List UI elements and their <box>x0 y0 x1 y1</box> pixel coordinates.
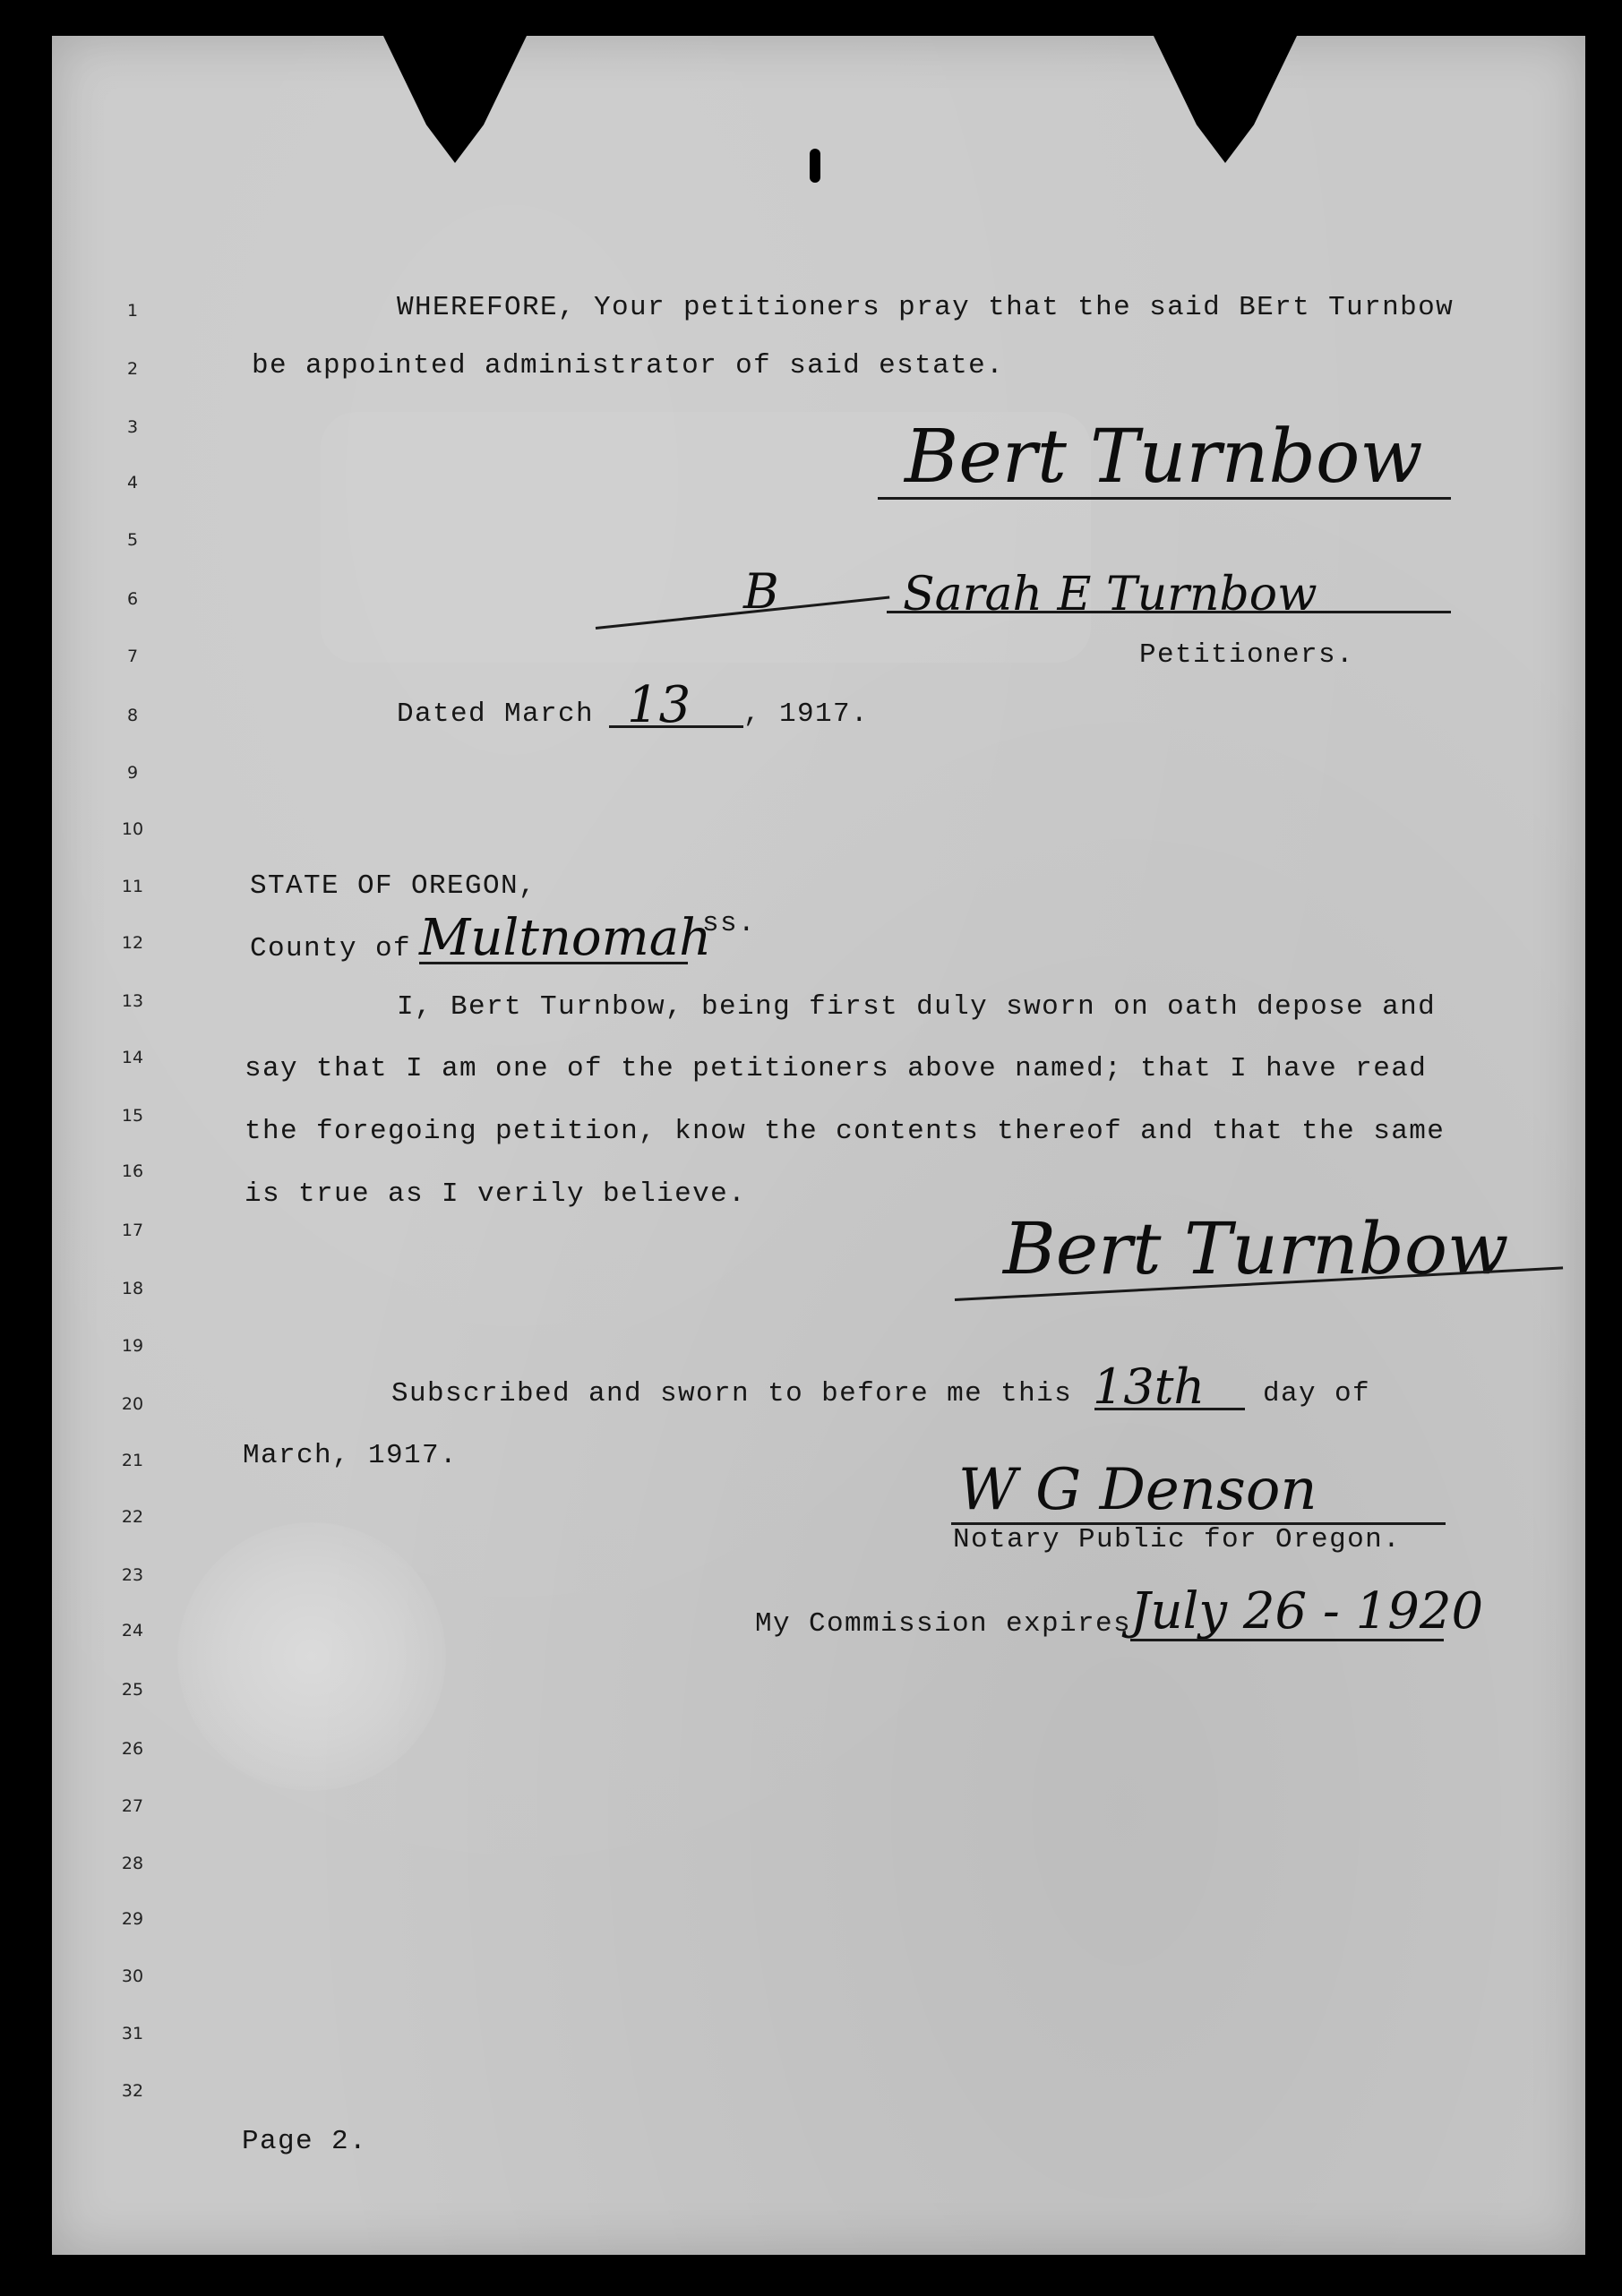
prayer-line-2: be appointed administrator of said estate. <box>252 350 1005 381</box>
line-number: 9 <box>126 763 139 783</box>
venue-county: Multnomah <box>419 909 712 967</box>
jurat-suffix: day of <box>1263 1378 1371 1409</box>
signature-line <box>878 497 1451 500</box>
line-number: 20 <box>121 1394 144 1414</box>
jurat-month-year: March, 1917. <box>243 1440 459 1471</box>
line-number: 10 <box>121 819 144 839</box>
notary-title: Notary Public for Oregon. <box>953 1524 1402 1555</box>
venue-ss: ss. <box>702 908 757 939</box>
notary-signature: W G Denson <box>958 1457 1317 1523</box>
line-number: 26 <box>121 1739 144 1759</box>
line-number: 17 <box>121 1221 144 1240</box>
line-number: 7 <box>126 647 139 666</box>
line-number: 30 <box>121 1966 144 1986</box>
oath-line-16: is true as I verily believe. <box>245 1178 747 1210</box>
line-number: 1 <box>126 301 139 321</box>
punch-mark <box>810 149 820 183</box>
dated-day: 13 <box>627 676 691 734</box>
line-number: 21 <box>121 1451 144 1470</box>
line-number: 18 <box>121 1279 144 1298</box>
signature-sarah-turnbow: Sarah E Turnbow <box>903 568 1317 621</box>
oath-line-13: I, Bert Turnbow, being first duly sworn on oath depose and <box>397 991 1437 1023</box>
binding-notch <box>1154 36 1297 163</box>
line-number: 31 <box>121 2024 144 2043</box>
dated-suffix: , 1917. <box>743 698 870 730</box>
line-number: 25 <box>121 1680 144 1700</box>
jurat-prefix: Subscribed and sworn to before me this <box>391 1378 1073 1409</box>
line-number: 19 <box>121 1336 144 1356</box>
commission-label: My Commission expires <box>755 1608 1132 1640</box>
date-blank-line <box>609 725 743 728</box>
petitioners-label: Petitioners. <box>1139 639 1355 671</box>
oath-line-15: the foregoing petition, know the contents thereof and that the same <box>245 1116 1446 1147</box>
line-number: 12 <box>121 933 144 953</box>
line-number: 3 <box>126 417 139 437</box>
venue-state: STATE OF OREGON, <box>250 870 537 902</box>
line-number: 4 <box>126 473 139 493</box>
line-number: 16 <box>121 1161 144 1181</box>
prayer-line-1: WHEREFORE, Your petitioners pray that the said BErt Turnbow <box>397 292 1455 323</box>
commission-date: July 26 - 1920 <box>1130 1582 1484 1641</box>
line-number: 8 <box>126 706 139 725</box>
line-number: 11 <box>121 877 144 896</box>
line-number: 28 <box>121 1854 144 1873</box>
signature-line <box>887 611 1451 613</box>
page-number: Page 2. <box>242 2126 368 2157</box>
jurat-day: 13th <box>1093 1358 1206 1415</box>
line-number: 15 <box>121 1106 144 1126</box>
notary-seal <box>177 1522 446 1791</box>
line-number: 2 <box>126 359 139 379</box>
line-number: 14 <box>121 1048 144 1067</box>
mark-initial: B <box>743 563 779 620</box>
day-blank-line <box>1094 1408 1245 1410</box>
commission-blank-line <box>1130 1639 1444 1641</box>
line-number: 27 <box>121 1796 144 1816</box>
line-number: 32 <box>121 2081 144 2101</box>
venue-county-prefix: County of <box>250 933 412 964</box>
binding-notch <box>383 36 527 163</box>
oath-line-14: say that I am one of the petitioners above named; that I have read <box>245 1053 1428 1084</box>
line-number: 13 <box>121 991 144 1011</box>
line-number: 29 <box>121 1909 144 1929</box>
line-number: 24 <box>121 1621 144 1641</box>
signature-bert-turnbow: Bert Turnbow <box>905 415 1423 500</box>
line-number: 5 <box>126 530 139 550</box>
dated-prefix: Dated March <box>397 698 595 730</box>
county-blank-line <box>419 962 688 964</box>
line-number: 23 <box>121 1565 144 1585</box>
line-number: 6 <box>126 589 139 609</box>
affiant-signature: Bert Turnbow <box>1003 1207 1509 1290</box>
line-number: 22 <box>121 1507 144 1527</box>
